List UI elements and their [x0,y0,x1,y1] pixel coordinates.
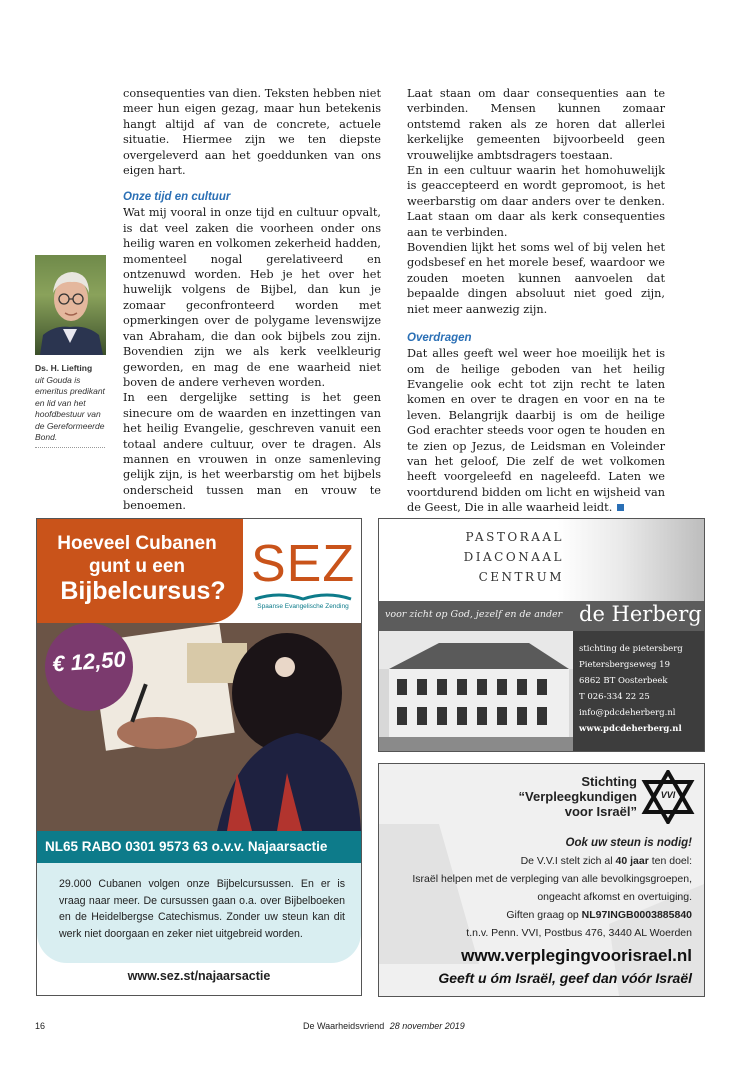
herberg-line-2: DIACONAAL [463,550,564,564]
paragraph: Laat staan om daar consequenties aan te verbinden. Mensen kunnen zomaar ontstemd raken als ze horen dat allerlei kerkelijke gemeenten bijvoorbeeld geen vrouwelijke ambtsdragers toestaan. [407,87,665,162]
vvi-goal-years: 40 jaar [615,855,649,867]
vvi-advertisement[interactable] [378,763,705,997]
vvi-mission-1: Israël helpen met de verpleging van alle bevolkingsgroepen, [412,873,692,885]
vvi-slogan: Geeft u óm Israël, geef dan vóór Israël [438,970,692,986]
vvi-appeal: Ook uw steun is nodig! [565,837,692,849]
vvi-title-3: voor Israël” [564,804,637,819]
vvi-gifts-pre: Giften graag op [506,909,582,921]
vvi-web[interactable]: www.verplegingvoorisrael.nl [461,946,692,965]
herberg-web[interactable]: www.pdcdeherberg.nl [579,724,682,734]
herberg-city: 6862 BT Oosterbeek [579,676,668,686]
paragraph: In een dergelijke setting is het geen sinecure om de waarden en inzettingen van het heilig Evangelie, geschreven vanuit een totaal andere cultuur, over te dragen. Als mannen en vrouwen in onze samenleving gelijk zijn, is het weerbarstig om het bijbels onderscheid tussen man en vrouw te benoemen. [123,391,381,513]
paragraph-text: Dat alles geeft wel weer hoe moeilijk het is om de heilige geboden van het heilig Evangelie ook echt tot zijn recht te laten komen en over te dragen en voor en na te leven. Belangrijk daarbij is om de heilige God erachter steeds voor ogen te houden en te zien op Jezus, de Leidsman en Voleinder van het geloof, Die zelf de wet volkomen heeft voorgeleefd en nageleefd. Laten we voortdurend bidden om licht en wijsheid van de Geest, Die in alle waarheid leidt. [407,347,665,515]
herberg-street: Pietersbergseweg 19 [579,660,670,670]
article-column-2 [407,86,665,516]
paragraph [407,346,665,515]
author-caption [35,363,107,448]
vvi-title [479,774,637,819]
divider [35,447,105,448]
paragraph: consequenties van dien. Teksten hebben niet meer hun eigen gezag, maar hun betekenis hangt altijd af van de concrete, actuele situatie. Hiermee zijn we ten diepste overgeleverd aan het goeddunken van ons eigen hart. [123,87,381,178]
sez-price-badge [45,623,133,711]
footer-credit [303,1021,465,1031]
vvi-logo-text: VVI [660,790,676,800]
sez-advertisement[interactable] [36,518,362,996]
herberg-contact [579,641,701,737]
herberg-tagline: voor zicht op God, jezelf en de ander [385,609,563,620]
sez-logo-text: SEZ [251,535,356,593]
sez-logo-subtitle: Spaanse Evangelische Zending [257,603,349,610]
vvi-gifts-iban: NL97INGB0003885840 [581,909,692,921]
vvi-logo [641,770,695,824]
sez-headline-3: Bijbelcursus? [60,577,226,605]
herberg-advertisement[interactable] [378,518,705,752]
herberg-line-3: CENTRUM [478,570,564,584]
vvi-title-2: “Verpleegkundigen [518,789,637,804]
paragraph: Bovendien lijkt het soms wel of bij velen het godsbesef en het morele besef, waardoor we zouden moeten kunnen aanvoelen dat bepaalde dingen absoluut niet goed zijn, niet meer aanwezig zijn. [407,241,665,316]
building-icon [379,631,573,751]
sez-price: € 12,50 [51,646,127,677]
herberg-header [379,519,704,601]
herberg-brand: de Herberg [579,602,702,626]
herberg-phone: T 026-334 22 25 [579,692,650,702]
issue-date: 28 november 2019 [389,1021,465,1031]
vvi-address: t.n.v. Penn. VVI, Postbus 476, 3440 AL Woerden [466,927,692,939]
vvi-title-1: Stichting [581,774,637,789]
end-mark-icon [617,504,624,511]
article-column-1 [123,86,381,514]
herberg-line-1: PASTORAAL [465,530,564,544]
vvi-goal-pre: De V.V.I stelt zich al [520,855,616,867]
section-heading: Overdragen [407,332,472,345]
author-photo [35,255,106,355]
vvi-mission-2: ongeacht afkomst en overtuiging. [537,891,692,903]
author-name: Ds. H. Liefting [35,363,93,373]
herberg-email[interactable]: info@pdcdeherberg.nl [579,708,676,718]
herberg-org: stichting de pietersberg [579,644,683,654]
magazine-name: De Waarheidsvriend [303,1021,385,1031]
vvi-goal [521,855,692,867]
paragraph: En in een cultuur waarin het homohuwelijk is geaccepteerd en wordt gepromoot, is het weerbarstig om daar anders over te denken. Laat staan om daar als kerk consequenties aan te verbinden. [407,164,665,239]
sez-body [37,863,361,963]
vvi-gifts [506,909,692,921]
sez-headline-banner [37,519,243,623]
sez-iban: NL65 RABO 0301 9573 63 o.v.v. Najaarsactie [37,831,361,863]
portrait-icon [35,255,106,355]
sez-headline-2: gunt u een [88,556,186,577]
herberg-building-photo [379,631,573,751]
sez-logo [251,535,356,610]
section-heading: Onze tijd en cultuur [123,191,231,204]
sez-url[interactable]: www.sez.st/najaarsactie [127,969,271,983]
paragraph: Wat mij vooral in onze tijd en cultuur opvalt, is dat veel zaken die voorheen onder ons heilig waren en volkomen zekerheid hadden, momenteel nogal gerelativeerd en ontzenuwd worden. Heb je het over het huwelijk volgens de Bijbel, dan kun je zomaar geconfronteerd worden met opmerkingen over de polygame levenswijze van Abraham, die dan ook bijbels zou zijn. Bovendien zijn we als kerk veelkleurig geworden, en mag de ene waarheid niet boven de andere verheven worden. [123,206,381,389]
page-number: 16 [35,1021,46,1031]
sez-body-text: 29.000 Cubanen volgen onze Bijbelcursussen. En er is vraag naar meer. De cursussen gaan o.a. over Bijbelboeken en de Heidelbergse Catechismus. Zonder uw steun kan dit werk niet doorgaan en zeker niet uitgebreid worden. [59,878,345,940]
author-bio: uit Gouda is emeritus predikant en lid van het hoofdbestuur van de Gereformeerde Bond. [35,374,105,442]
herberg-tagline-bar [379,601,704,631]
sez-headline-1: Hoeveel Cubanen [57,533,217,554]
vvi-goal-post: ten doel: [648,855,692,867]
